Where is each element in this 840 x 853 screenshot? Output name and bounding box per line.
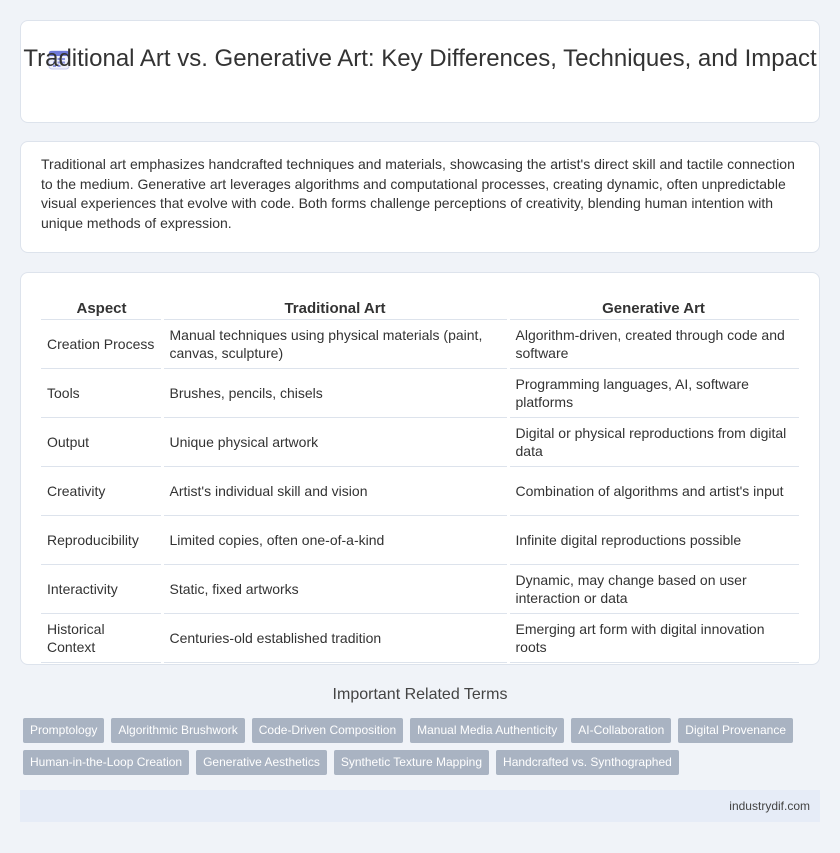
generative-cell: Algorithm-driven, created through code and software [508,319,799,368]
traditional-cell: Manual techniques using physical materials (paint, canvas, sculpture) [162,319,508,368]
term-tag[interactable]: Synthetic Texture Mapping [334,750,489,775]
header-traditional-art: Traditional Art [162,293,508,319]
term-tag[interactable]: Promptology [23,718,104,743]
term-tag[interactable]: AI-Collaboration [571,718,671,743]
page-title: Traditional Art vs. Generative Art: Key Differences, Techniques, and Impact [23,45,817,72]
generative-cell: Combination of algorithms and artist's input [508,466,799,515]
generative-cell: Digital or physical reproductions from digital data [508,417,799,466]
header-card [20,20,820,123]
aspect-cell: Reproducibility [41,515,162,564]
table-row [41,564,799,613]
traditional-cell: Artist's individual skill and vision [162,466,508,515]
term-tag[interactable]: Human-in-the-Loop Creation [23,750,189,775]
aspect-cell: Interactivity [41,564,162,613]
traditional-cell: Centuries-old established tradition [162,613,508,662]
traditional-cell: Brushes, pencils, chisels [162,368,508,417]
table-row [41,613,799,662]
header-generative-art: Generative Art [508,293,799,319]
footer-site-link[interactable]: industrydif.com [729,799,810,813]
aspect-cell: Tools [41,368,162,417]
aspect-cell: Creation Process [41,319,162,368]
intro-card [20,141,820,253]
table-header-row [41,293,799,319]
term-tag[interactable]: Handcrafted vs. Synthographed [496,750,679,775]
traditional-cell: Unique physical artwork [162,417,508,466]
table-row [41,319,799,368]
generative-cell: Dynamic, may change based on user interaction or data [508,564,799,613]
aspect-cell: Historical Context [41,613,162,662]
intro-paragraph: Traditional art emphasizes handcrafted techniques and materials, showcasing the artist's direct skill and tactile connection to the medium. Generative art leverages algorithms and computational processes, creating dynamic, often unpredictable visual experiences that evolve with code. Both forms challenge perceptions of creativity, blending human intention with unique methods of expression. [41,156,795,231]
term-tag[interactable]: Digital Provenance [678,718,793,743]
generative-cell: Emerging art form with digital innovation roots [508,613,799,662]
aspect-cell: Output [41,417,162,466]
comparison-table [41,293,799,663]
footer [20,790,820,822]
aspect-cell: Creativity [41,466,162,515]
header-aspect: Aspect [41,293,162,319]
term-tag[interactable]: Generative Aesthetics [196,750,327,775]
term-tag[interactable]: Algorithmic Brushwork [111,718,244,743]
table-row [41,368,799,417]
traditional-cell: Static, fixed artworks [162,564,508,613]
generative-cell: Infinite digital reproductions possible [508,515,799,564]
generative-cell: Programming languages, AI, software platforms [508,368,799,417]
table-row [41,466,799,515]
traditional-cell: Limited copies, often one-of-a-kind [162,515,508,564]
related-terms-list [23,718,823,775]
related-terms-heading: Important Related Terms [332,686,508,703]
comparison-card [20,272,820,665]
table-row [41,417,799,466]
table-row [41,515,799,564]
term-tag[interactable]: Code-Driven Composition [252,718,403,743]
term-tag[interactable]: Manual Media Authenticity [410,718,564,743]
